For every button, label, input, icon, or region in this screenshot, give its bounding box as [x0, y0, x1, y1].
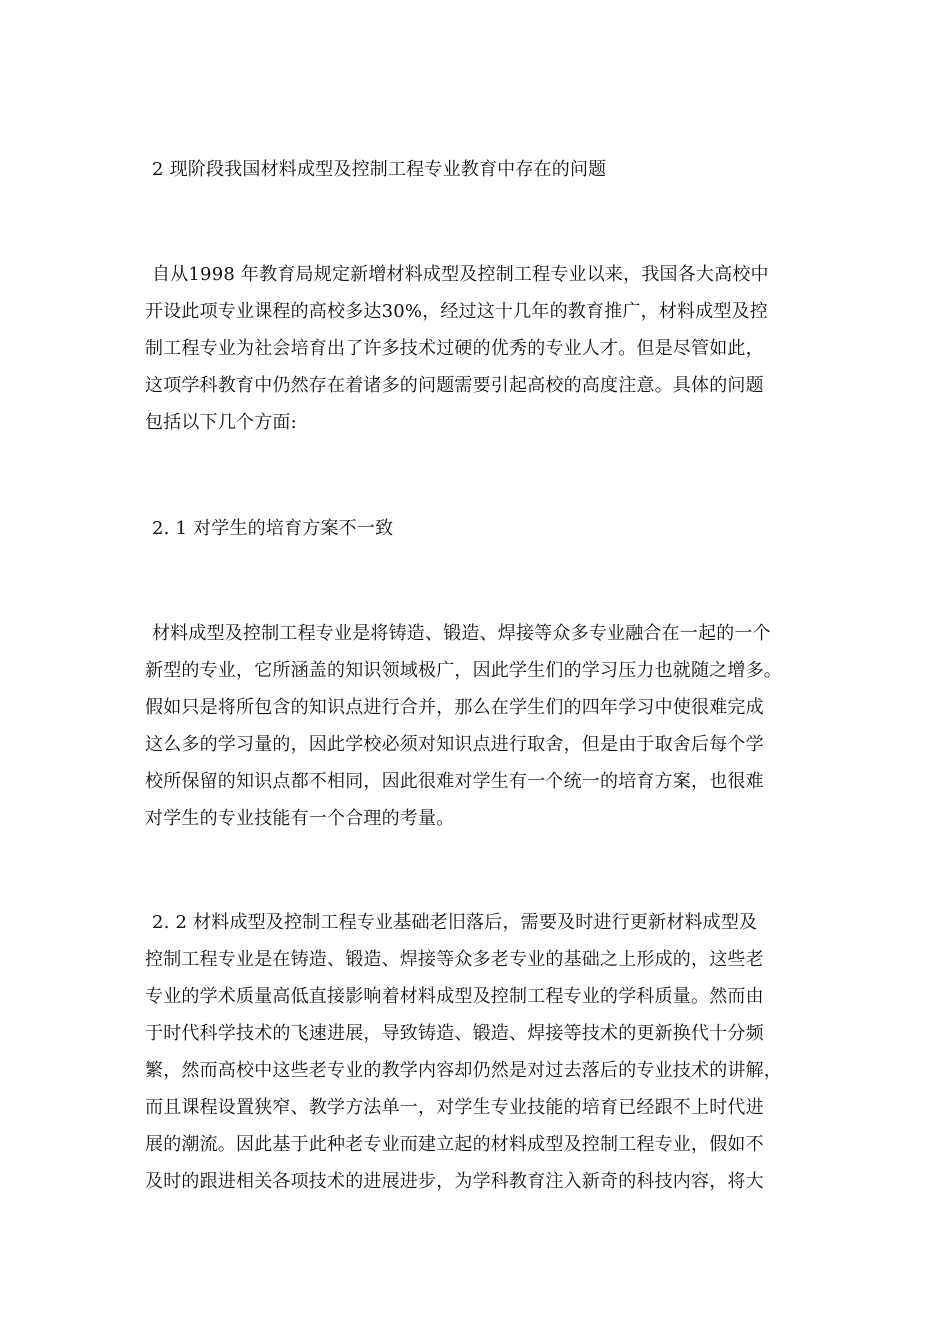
paragraph-line: 对学生的专业技能有一个合理的考量。: [145, 808, 455, 829]
paragraph-line: 展的潮流。因此基于此种老专业而建立起的材料成型及控制工程专业，假如不: [145, 1134, 764, 1155]
paragraph-line: 及时的跟进相关各项技术的进展进步，为学科教育注入新奇的科技内容，将大: [145, 1171, 764, 1192]
section-heading: 2 现阶段我国材料成型及控制工程专业教育中存在的问题: [152, 159, 607, 180]
paragraph-line: 控制工程专业是在铸造、锻造、焊接等众多老专业的基础之上形成的，这些老: [145, 949, 764, 970]
paragraph-line: 繁，然而高校中这些老专业的教学内容却仍然是对过去落后的专业技术的讲解，: [145, 1060, 782, 1081]
paragraph-line: 校所保留的知识点都不相同，因此很难对学生有一个统一的培育方案，也很难: [145, 771, 764, 792]
intro-line: 自从1998 年教育局规定新增材料成型及控制工程专业以来，我国各大高校中: [152, 264, 769, 285]
paragraph-line: 2. 2 材料成型及控制工程专业基础老旧落后，需要及时进行更新材料成型及: [152, 912, 758, 933]
intro-line: 制工程专业为社会培育出了许多技术过硬的优秀的专业人才。但是尽管如此，: [145, 338, 764, 359]
intro-line: 包括以下几个方面:: [145, 412, 297, 433]
paragraph-line: 新型的专业，它所涵盖的知识领域极广，因此学生们的学习压力也就随之增多。: [145, 660, 782, 681]
paragraph-line: 于时代科学技术的飞速进展，导致铸造、锻造、焊接等技术的更新换代十分频: [145, 1023, 764, 1044]
paragraph-line: 这么多的学习量的，因此学校必须对知识点进行取舍，但是由于取舍后每个学: [145, 734, 764, 755]
paragraph-line: 而且课程设置狭窄、教学方法单一，对学生专业技能的培育已经跟不上时代进: [145, 1097, 764, 1118]
paragraph-line: 专业的学术质量高低直接影响着材料成型及控制工程专业的学科质量。然而由: [145, 986, 764, 1007]
paragraph-line: 材料成型及控制工程专业是将铸造、锻造、焊接等众多专业融合在一起的一个: [152, 623, 771, 644]
paragraph-line: 假如只是将所包含的知识点进行合并，那么在学生们的四年学习中使很难完成: [145, 697, 764, 718]
sub-heading-2-1: 2. 1 对学生的培育方案不一致: [152, 518, 394, 539]
intro-line: 这项学科教育中仍然存在着诸多的问题需要引起高校的高度注意。具体的问题: [145, 375, 764, 396]
intro-line: 开设此项专业课程的高校多达30%，经过这十几年的教育推广，材料成型及控: [145, 301, 769, 322]
